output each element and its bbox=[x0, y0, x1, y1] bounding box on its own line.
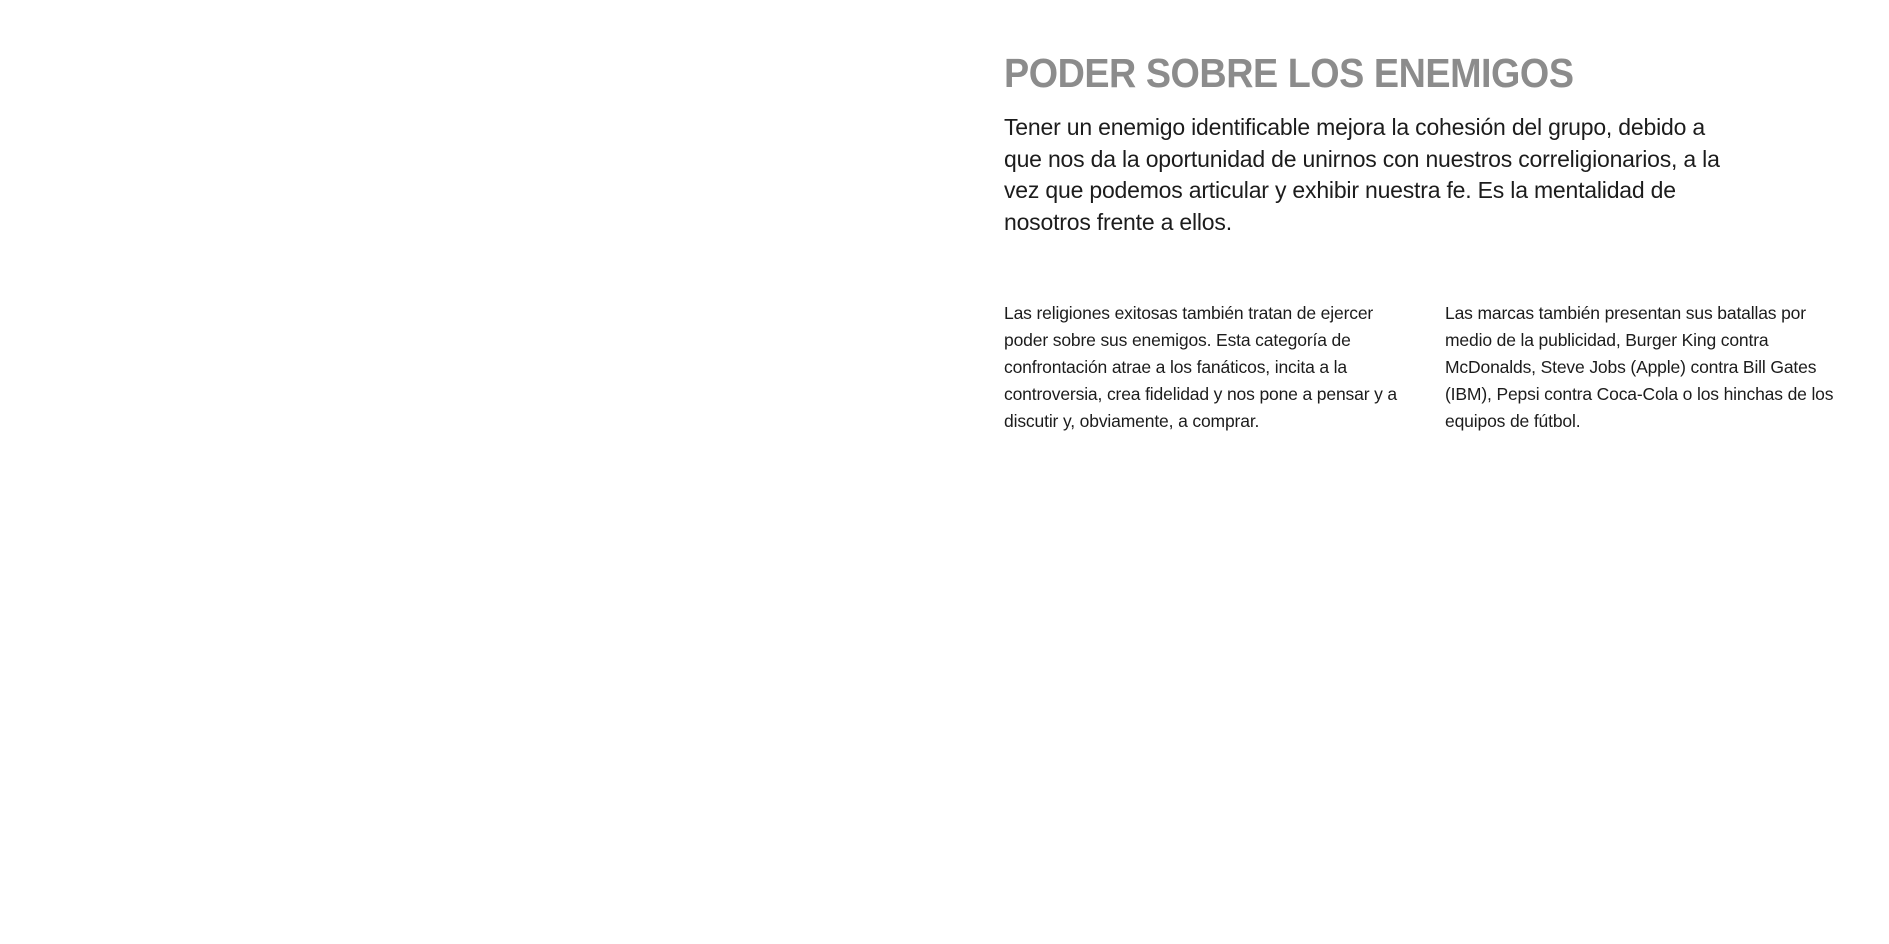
content-area bbox=[1004, 48, 1844, 431]
left-column-paragraph: Las religiones exitosas también tratan de ejercer poder sobre sus enemigos. Esta categoría de confrontación atrae a los fanáticos, incita a la controversia, crea fidelidad y nos pone a pensar y a discutir y, obviamente, a comprar. bbox=[1004, 303, 1397, 431]
intro-paragraph: Tener un enemigo identificable mejora la cohesión del grupo, debido a que nos da la oportunidad de unirnos con nuestros correligionarios, a la vez que podemos articular y exhibir nuestra fe. Es la mentalidad de nosotros frente a ellos. bbox=[1004, 114, 1720, 235]
page-title: PODER SOBRE LOS ENEMIGOS bbox=[1004, 50, 1574, 96]
right-column-paragraph: Las marcas también presentan sus batallas por medio de la publicidad, Burger King contra McDonalds, Steve Jobs (Apple) contra Bill Gates (IBM), Pepsi contra Coca-Cola o los hinchas de los equipos de fútbol. bbox=[1445, 303, 1834, 431]
